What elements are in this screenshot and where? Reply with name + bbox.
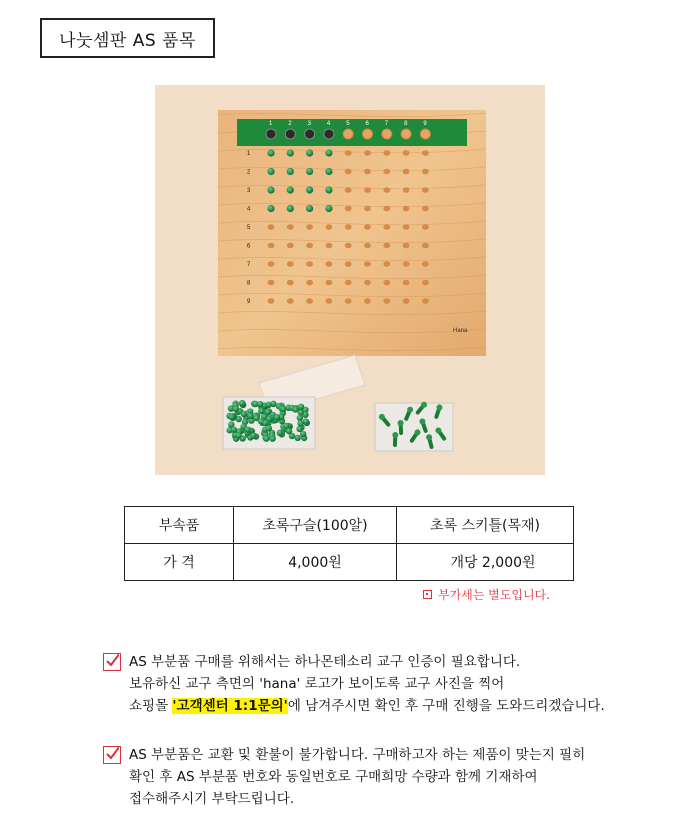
notice-text: 쇼핑몰 — [129, 698, 173, 714]
bead-hole — [306, 243, 313, 249]
bead-hole — [364, 243, 371, 249]
green-bead — [280, 406, 286, 412]
green-bead — [297, 420, 303, 426]
bead-hole — [268, 298, 275, 304]
bead-hole — [403, 169, 410, 175]
green-bead — [265, 409, 271, 415]
green-bead — [247, 413, 253, 419]
bead-hole — [403, 187, 410, 193]
bead-hole — [345, 187, 352, 193]
green-bead — [269, 435, 275, 441]
customer-center-highlight: '고객센터 1:1문의' — [172, 698, 288, 714]
skittle-hole — [343, 129, 353, 139]
bead-hole — [403, 280, 410, 286]
notice-line: 보유하신 교구 측면의 'hana' 로고가 보이도록 교구 사진을 찍어 — [129, 676, 505, 692]
green-bead — [229, 414, 235, 420]
green-bead — [306, 149, 313, 156]
green-bead — [306, 205, 313, 212]
column-number: 1 — [269, 121, 273, 127]
skittle-hole — [401, 129, 411, 139]
green-bead — [286, 428, 292, 434]
green-bead — [287, 186, 294, 193]
notice-item-2 — [103, 744, 585, 810]
bead-hole — [364, 224, 371, 230]
green-bead — [267, 149, 274, 156]
row-number: 1 — [247, 151, 251, 157]
bead-hole — [422, 150, 429, 156]
green-bead — [287, 168, 294, 175]
bead-hole — [345, 206, 352, 212]
green-bead — [306, 168, 313, 175]
green-bead — [325, 149, 332, 156]
bead-hole — [383, 243, 390, 249]
green-bead — [231, 426, 237, 432]
bead-hole — [345, 169, 352, 175]
notice-line: AS 부분품은 교환 및 환불이 불가합니다. 구매하고자 하는 제품이 맞는지 필히 — [129, 747, 586, 763]
divisor-skittle — [285, 129, 295, 139]
bead-hole — [383, 280, 390, 286]
green-bead — [325, 186, 332, 193]
table-cell: 개당 2,000원 — [397, 544, 574, 581]
notice-line — [103, 695, 605, 717]
green-bead — [294, 435, 300, 441]
bead-hole — [422, 187, 429, 193]
column-number: 4 — [326, 121, 331, 127]
bead-hole — [326, 261, 333, 267]
bead-hole — [345, 280, 352, 286]
header-cell: 부속품 — [125, 507, 234, 544]
bead-hole — [287, 261, 294, 267]
green-bead — [235, 432, 241, 438]
bead-hole — [306, 261, 313, 267]
column-number: 2 — [288, 121, 292, 127]
bead-hole — [422, 298, 429, 304]
bead-hole — [422, 243, 429, 249]
bead-hole — [383, 206, 390, 212]
green-bead — [274, 414, 280, 420]
bead-hole — [306, 280, 313, 286]
parts-price-table — [124, 506, 574, 581]
green-bead — [233, 406, 239, 412]
bead-hole — [345, 298, 352, 304]
bead-hole — [306, 298, 313, 304]
row-number: 9 — [247, 299, 251, 305]
table-header-row — [125, 507, 574, 544]
bead-hole — [383, 150, 390, 156]
row-number: 5 — [247, 225, 251, 231]
green-bead — [306, 186, 313, 193]
green-bead — [292, 406, 298, 412]
column-number: 5 — [346, 121, 350, 127]
bead-hole — [364, 298, 371, 304]
bead-hole — [364, 187, 371, 193]
product-photo — [155, 85, 545, 475]
bead-hole — [268, 280, 275, 286]
column-number: 9 — [423, 121, 427, 127]
bead-hole — [326, 298, 333, 304]
divisor-skittle — [324, 129, 334, 139]
row-number: 8 — [247, 280, 251, 287]
vat-notice-text: 부가세는 별도입니다. — [438, 588, 550, 602]
notice-item-1 — [103, 651, 605, 717]
bead-tray — [223, 355, 365, 449]
skittle-hole — [382, 129, 392, 139]
green-bead — [239, 400, 245, 406]
bead-hole — [422, 224, 429, 230]
bead-hole — [287, 224, 294, 230]
bead-hole — [383, 169, 390, 175]
row-number: 4 — [247, 206, 251, 213]
header-cell: 초록구슬(100알) — [234, 507, 397, 544]
green-bead — [250, 432, 256, 438]
bead-hole — [345, 150, 352, 156]
table-cell: 가 격 — [125, 544, 234, 581]
bead-hole — [383, 224, 390, 230]
bead-hole — [268, 243, 275, 249]
bead-hole — [268, 224, 275, 230]
green-bead — [325, 168, 332, 175]
row-number: 3 — [247, 188, 251, 194]
bead-hole — [345, 224, 352, 230]
notice-text: 에 남겨주시면 확인 후 구매 진행을 도와드리겠습니다. — [287, 698, 605, 714]
skittle-tray — [375, 401, 453, 451]
bead-hole — [383, 298, 390, 304]
skittle-hole — [420, 129, 430, 139]
page-title: 나눗셈판 AS 품목 — [40, 18, 215, 58]
green-bead — [298, 404, 304, 410]
bead-hole — [422, 169, 429, 175]
green-bead — [296, 426, 302, 432]
bead-hole — [326, 224, 333, 230]
vat-notice — [423, 586, 550, 603]
checkbox-checked-icon — [103, 653, 121, 671]
green-bead — [267, 186, 274, 193]
column-number: 8 — [404, 121, 408, 127]
row-number: 7 — [247, 262, 251, 268]
square-bullet-icon — [423, 590, 432, 599]
row-number: 2 — [247, 169, 251, 176]
green-bead — [241, 411, 247, 417]
notice-line: 확인 후 AS 부분품 번호와 동일번호로 구매희망 수량과 함께 기재하여 — [129, 769, 538, 785]
divisor-skittle — [266, 129, 276, 139]
bead-hole — [268, 261, 275, 267]
green-bead — [267, 168, 274, 175]
bead-hole — [345, 243, 352, 249]
notice-line: AS 부분품 구매를 위해서는 하나몬테소리 교구 인증이 필요합니다. — [129, 654, 521, 670]
bead-hole — [364, 150, 371, 156]
green-bead — [244, 426, 250, 432]
bead-hole — [326, 243, 333, 249]
green-bead — [262, 420, 268, 426]
bead-hole — [403, 224, 410, 230]
green-bead — [266, 425, 272, 431]
notice-line: 접수해주시기 부탁드립니다. — [129, 791, 295, 807]
checkbox-checked-icon — [103, 746, 121, 764]
green-bead — [267, 205, 274, 212]
bead-hole — [364, 169, 371, 175]
bead-hole — [403, 150, 410, 156]
table-row — [125, 544, 574, 581]
bead-hole — [345, 261, 352, 267]
bead-hole — [422, 206, 429, 212]
bead-hole — [287, 298, 294, 304]
column-number: 6 — [365, 121, 369, 127]
green-bead — [257, 401, 263, 407]
table-cell: 4,000원 — [234, 544, 397, 581]
green-bead — [277, 430, 283, 436]
bead-hole — [383, 187, 390, 193]
bead-hole — [306, 224, 313, 230]
bead-hole — [422, 261, 429, 267]
bead-hole — [403, 298, 410, 304]
bead-hole — [287, 243, 294, 249]
green-bead — [287, 205, 294, 212]
brand-mark: Hana — [453, 328, 468, 334]
green-bead — [258, 408, 264, 414]
bead-hole — [364, 261, 371, 267]
green-bead — [287, 149, 294, 156]
skittle-hole — [363, 129, 373, 139]
column-number: 7 — [384, 121, 389, 127]
bead-hole — [403, 261, 410, 267]
divisor-skittle — [305, 129, 315, 139]
column-number: 3 — [307, 121, 311, 127]
green-bead — [325, 205, 332, 212]
bead-hole — [403, 243, 410, 249]
bead-hole — [383, 261, 390, 267]
bead-hole — [364, 280, 371, 286]
bead-hole — [287, 280, 294, 286]
bead-hole — [326, 280, 333, 286]
bead-hole — [364, 206, 371, 212]
green-bead — [297, 415, 303, 421]
bead-hole — [403, 206, 410, 212]
header-cell: 초록 스키틀(목재) — [397, 507, 574, 544]
bead-hole — [422, 280, 429, 286]
board — [218, 110, 486, 356]
green-bead — [263, 435, 269, 441]
row-number: 6 — [247, 243, 251, 250]
